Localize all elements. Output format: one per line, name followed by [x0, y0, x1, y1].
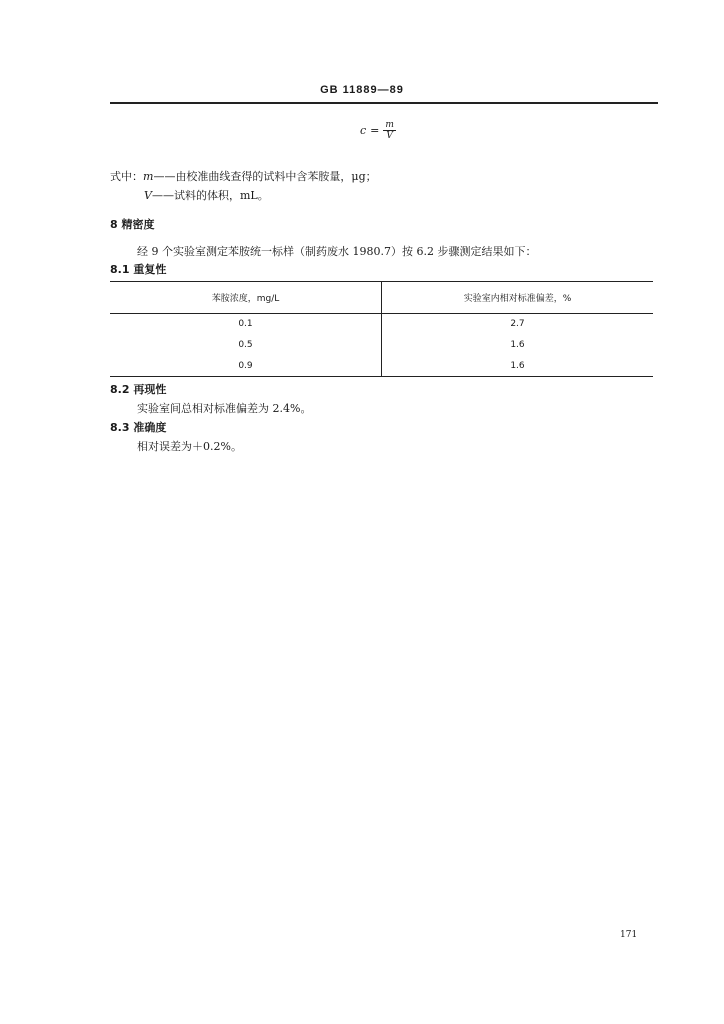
table-row: [110, 314, 653, 335]
section-8-3-text: 相对误差为＋0.2%。: [137, 440, 242, 453]
formula-fraction: [383, 120, 396, 141]
formula-lhs: c: [360, 124, 367, 137]
formula-numerator: m: [385, 120, 394, 130]
legend-m-symbol: m: [143, 170, 154, 183]
page-number: 171: [620, 930, 638, 940]
table-header-row: [110, 282, 653, 314]
standard-code: GB 11889—89: [320, 84, 404, 96]
repeatability-table: [110, 281, 653, 377]
legend-m-text: ——由校准曲线查得的试料中含苯胺量，μg；: [153, 170, 377, 183]
header-rule: [110, 102, 658, 104]
table-cell-concentration: 0.1: [110, 314, 382, 335]
formula-denominator: V: [386, 131, 393, 141]
table-row: [110, 335, 653, 356]
legend-v-text: ——试料的体积，mL。: [151, 189, 269, 202]
table-cell-rsd: 2.7: [510, 319, 525, 330]
table-cell-rsd: 1.6: [510, 340, 525, 350]
section-8-2-text: 实验室间总相对标准偏差为 2.4%。: [137, 402, 312, 415]
section-8-3-heading: 8.3 准确度: [110, 421, 167, 434]
formula-equals: =: [370, 124, 380, 137]
legend-prefix: 式中：: [110, 170, 143, 183]
formula: [360, 120, 396, 141]
table-cell-rsd: 1.6: [510, 360, 525, 371]
table-cell-concentration: 0.5: [110, 335, 382, 356]
table-cell-concentration: 0.9: [110, 356, 382, 377]
table-row: [110, 356, 653, 377]
legend-m-line: [110, 170, 377, 184]
section-8-intro: 经 9 个实验室测定苯胺统一标样（制药废水 1980.7）按 6.2 步骤测定结果如下：: [137, 245, 537, 258]
legend-v-line: [144, 189, 269, 203]
section-8-heading: 8 精密度: [110, 218, 155, 231]
section-8-1-heading: 8.1 重复性: [110, 263, 167, 276]
table-header-rsd: 实验室内相对标准偏差，%: [463, 294, 572, 304]
section-8-2-heading: 8.2 再现性: [110, 383, 167, 396]
table-header-concentration: 苯胺浓度，mg/L: [110, 282, 382, 314]
legend-v-symbol: V: [144, 189, 152, 202]
